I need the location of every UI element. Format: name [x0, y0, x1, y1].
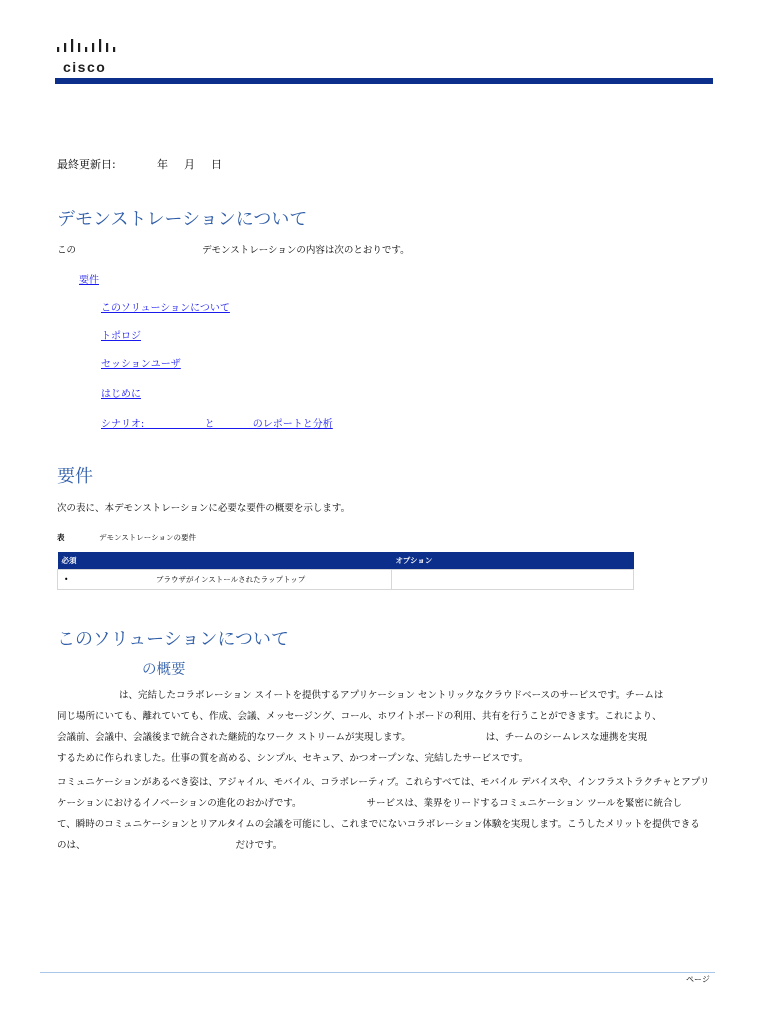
last-updated	[57, 156, 222, 172]
table-caption-text: デモンストレーションの要件	[99, 533, 196, 542]
paragraph-text: のは、	[57, 840, 86, 851]
paragraph-line	[57, 730, 663, 745]
section-title-requirements: 要件	[57, 466, 93, 487]
toc-link-getting-started[interactable]: はじめに	[101, 389, 141, 400]
cisco-bars-icon	[55, 38, 125, 58]
last-updated-day: 日	[211, 158, 222, 171]
toc-link-requirements[interactable]: 要件	[79, 275, 99, 286]
toc-link-session-users[interactable]: セッションユーザ	[101, 359, 181, 370]
demo-intro-prefix: この	[57, 245, 77, 256]
column-header-required: 必須	[58, 552, 392, 569]
paragraph-line: 同じ場所にいても、離れていても、作成、会議、メッセージング、コール、ホワイトボードの利用、共有を行うことができます。これにより、	[57, 711, 662, 722]
table-row	[58, 569, 634, 589]
requirements-intro: 次の表に、本デモンストレーションに必要な要件の概要を示します。	[57, 503, 351, 514]
subsection-title-overview: の概要	[142, 662, 186, 678]
paragraph-text: は、完結したコラボレーション スイートを提供するアプリケーション セントリックなクラウドベースのサービスです。チームは	[119, 690, 664, 701]
table-cell-optional	[392, 569, 634, 589]
cisco-logo	[55, 38, 125, 78]
paragraph-line	[57, 796, 709, 811]
table-label: 表	[57, 533, 65, 542]
header-divider	[55, 78, 713, 84]
paragraph-line	[57, 688, 663, 703]
paragraph-line: するために作られました。仕事の質を高める、シンプル、セキュア、かつオープンな、完結したサービスです。	[57, 753, 529, 764]
solution-paragraph-1	[57, 688, 663, 766]
required-item: ブラウザがインストールされたラップトップ	[156, 574, 306, 584]
page-label: ページ	[686, 975, 710, 984]
paragraph-text: だけです。	[235, 840, 283, 851]
demo-intro-suffix: デモンストレーションの内容は次のとおりです。	[202, 245, 410, 256]
paragraph-text: 会議前、会議中、会議後まで統合された継続的なワーク ストリームが実現します。	[57, 732, 411, 743]
table-cell-required	[58, 569, 392, 589]
toc-link-scenario[interactable]: シナリオ: と のレポートと分析	[101, 419, 333, 430]
cisco-wordmark: cisco	[63, 59, 107, 75]
last-updated-year: 年	[157, 158, 168, 171]
paragraph-line: て、瞬時のコミュニケーションとリアルタイムの会議を可能にし、これまでにないコラボレーション体験を実現します。こうしたメリットを提供できる	[57, 819, 700, 830]
last-updated-label: 最終更新日:	[57, 158, 116, 171]
footer-divider	[40, 972, 715, 973]
column-header-optional: オプション	[392, 552, 634, 569]
bullet: •	[64, 574, 69, 584]
demo-intro	[57, 243, 410, 258]
paragraph-text: サービスは、業界をリードするコミュニケーション ツールを緊密に統合し	[366, 798, 683, 809]
paragraph-line: コミュニケーションがあるべき姿は、アジャイル、モバイル、コラボレーティブ。これらすべては、モバイル デバイスや、インフラストラクチャとアプリ	[57, 777, 710, 788]
solution-paragraph-2	[57, 775, 709, 853]
table-header-row	[58, 552, 634, 569]
toc-link-about-solution[interactable]: このソリューションについて	[101, 303, 230, 314]
requirements-table	[57, 552, 634, 590]
section-title-about-solution: このソリューションについて	[57, 629, 290, 650]
table-caption	[57, 532, 196, 543]
last-updated-month: 月	[184, 158, 195, 171]
paragraph-line	[57, 838, 709, 853]
paragraph-text: ケーションにおけるイノベーションの進化のおかげです。	[57, 798, 302, 809]
toc-link-topology[interactable]: トポロジ	[101, 331, 141, 342]
paragraph-text: は、チームのシームレスな連携を実現	[485, 732, 647, 743]
section-title-about-demo: デモンストレーションについて	[57, 209, 308, 230]
